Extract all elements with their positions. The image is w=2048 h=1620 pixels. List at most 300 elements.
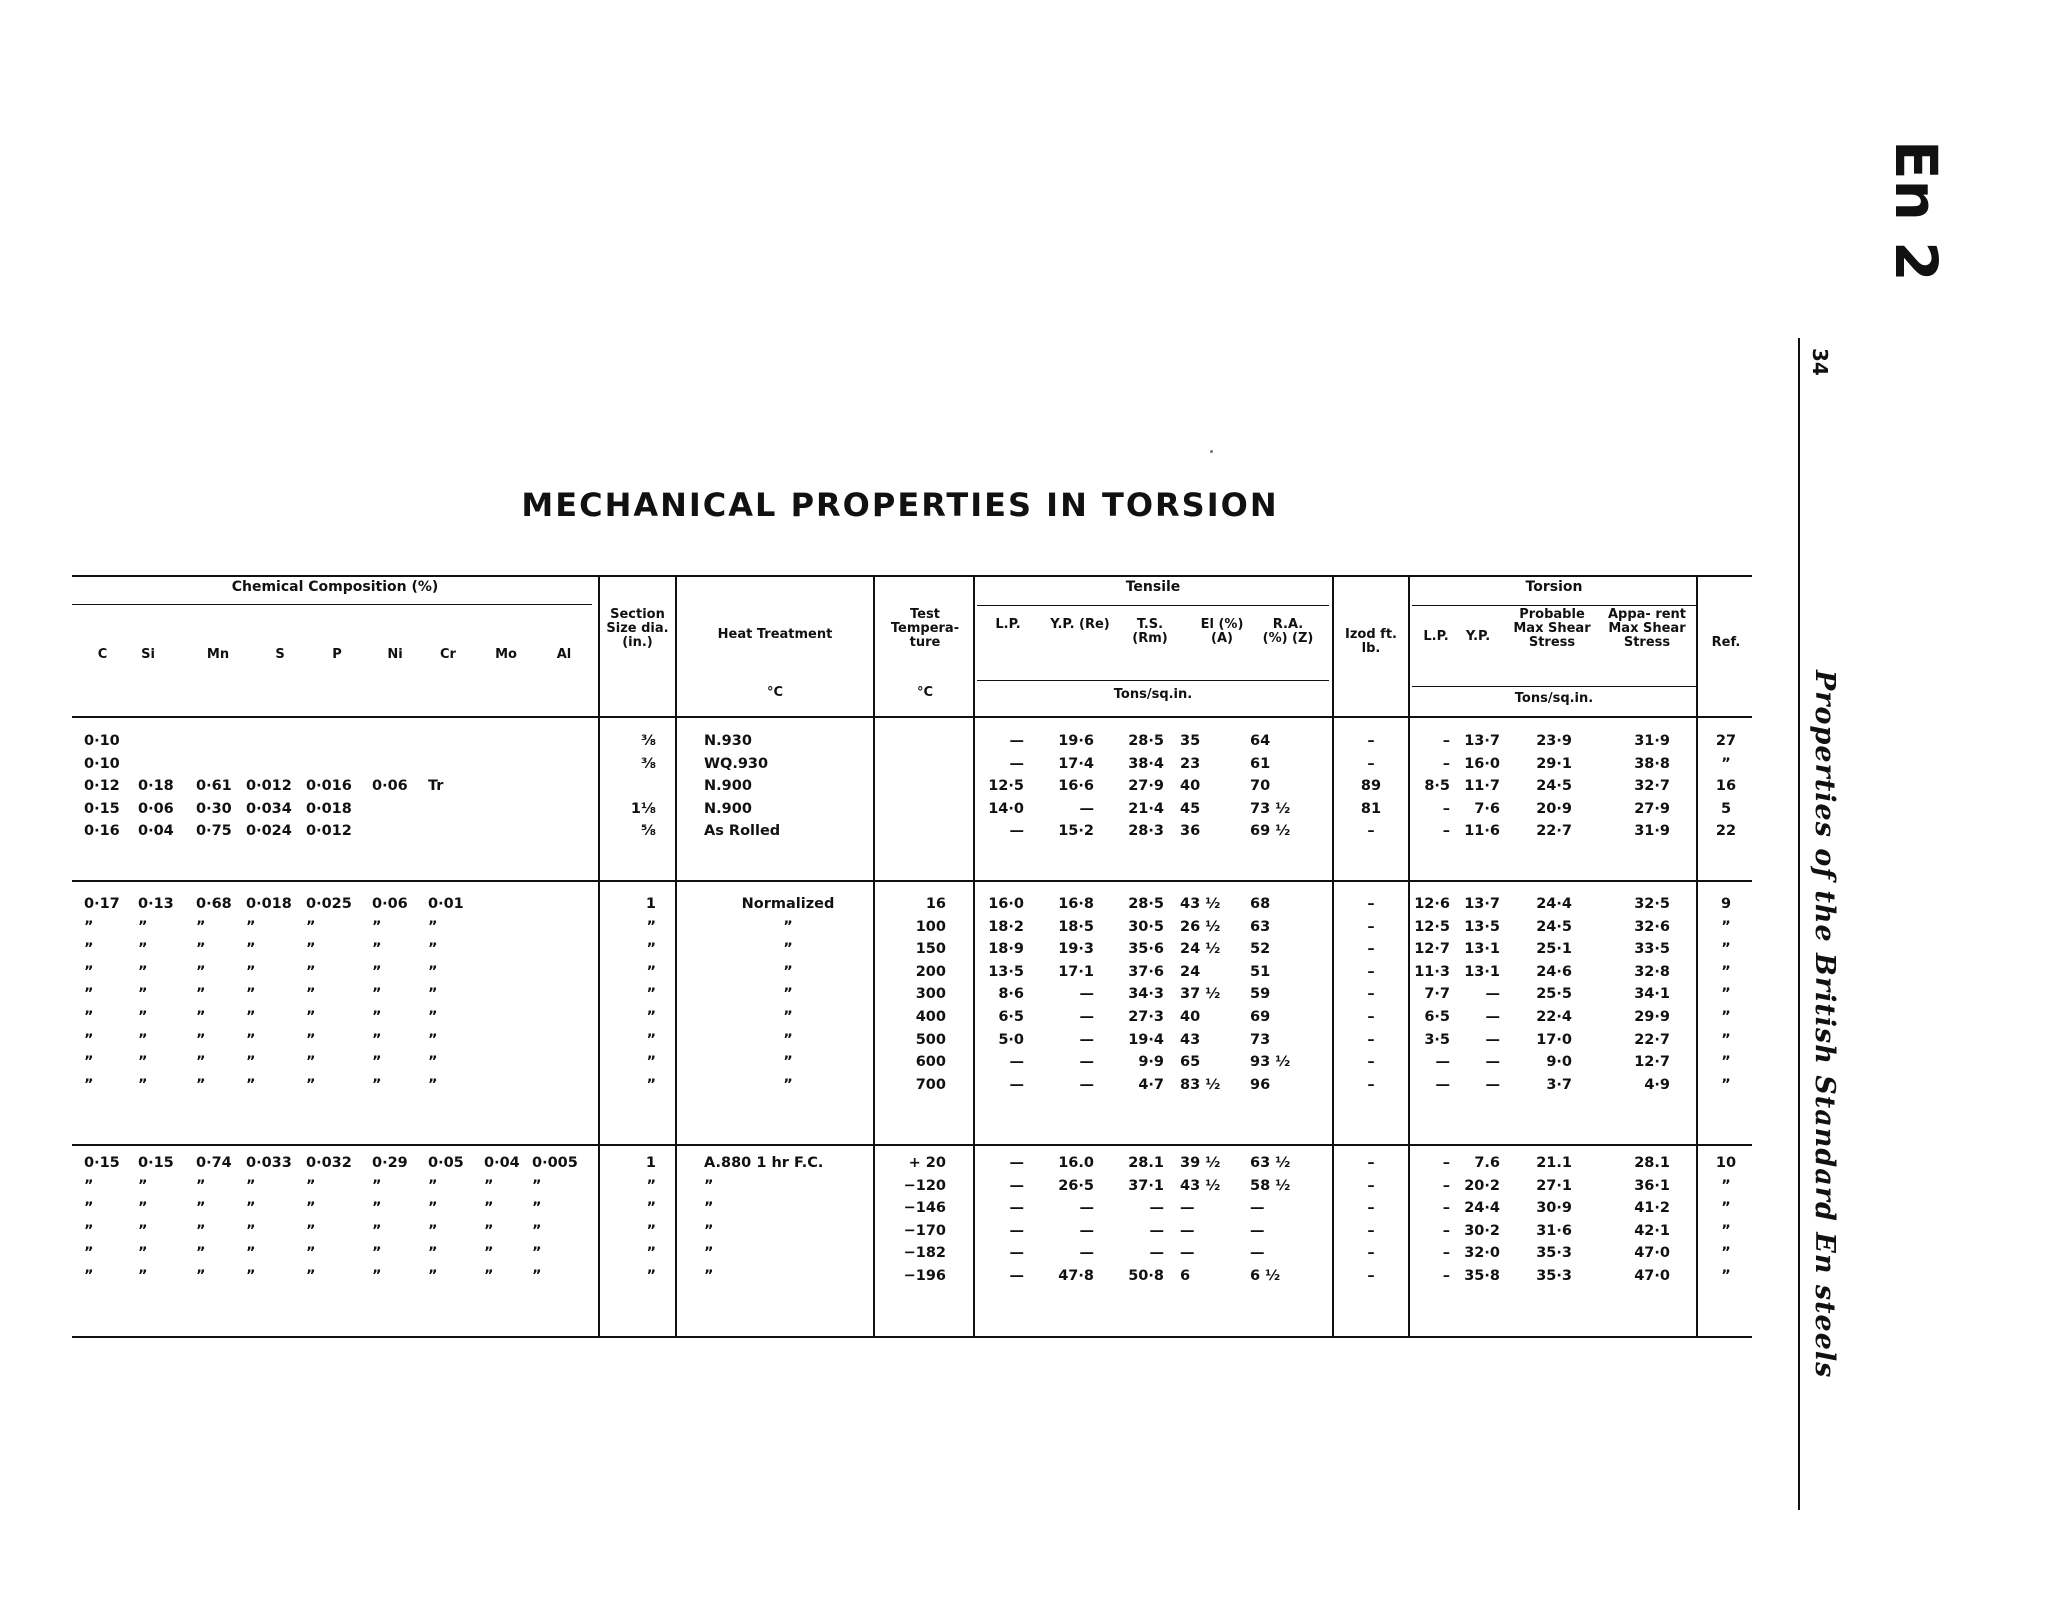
table-cell: 32·5 [1634,896,1670,912]
table-cell: 10 [1715,1155,1737,1171]
table-cell: ” [1721,1076,1731,1093]
table-cell: 73 ½ [1250,800,1291,817]
table-cell: 64 [1250,733,1271,749]
table-cell: 24 [1180,963,1201,980]
table-cell: – [1367,963,1375,980]
table-cell: ” [484,1200,494,1217]
table-cell: 45 [1180,800,1201,817]
table-cell: 16·6 [1058,778,1094,795]
heat-unit: °C [766,685,784,700]
table-cell: ” [246,1054,256,1071]
table-cell: 12·7 [1414,941,1450,958]
ref-header: Ref. [1711,635,1741,650]
table-cell: 7.6 [1474,1155,1500,1171]
table-cell: 0·15 [138,1155,174,1171]
tensile-units: Tons/sq.in. [1113,687,1193,702]
table-cell: 19·3 [1058,941,1094,958]
table-cell: ” [84,941,94,958]
chem-header-rule [72,604,592,605]
table-cell: — [1079,1009,1094,1025]
table-cell: 13·5 [988,963,1024,980]
table-cell: ” [196,1245,206,1262]
table-cell: ” [372,1076,382,1093]
table-cell: – [1442,1200,1450,1217]
element-header-si: Si [141,647,155,662]
table-cell: 42·1 [1634,1222,1670,1239]
table-cell: 19·6 [1058,733,1094,749]
table-cell: 18·5 [1058,918,1094,935]
tensile-col-ts: T.S. (Rm) [1132,617,1168,646]
table-cell: ” [646,1200,656,1217]
table-cell: ” [532,1268,542,1284]
table-cell: WQ.930 [704,755,769,772]
element-header-ni: Ni [387,647,403,662]
table-cell: ” [246,1200,256,1217]
table-cell: ” [704,1268,714,1284]
table-cell: ” [306,1009,316,1025]
table-cell: 24·5 [1536,778,1572,795]
table-cell: ” [484,1177,494,1194]
table-cell: 27·9 [1128,778,1164,795]
table-cell: 11·7 [1464,778,1500,795]
table-cell: ” [196,986,206,1003]
table-cell: 21.1 [1536,1155,1572,1171]
table-cell: 0·018 [306,800,352,817]
table-cell: ” [196,1031,206,1048]
table-cell: 29·1 [1536,755,1572,772]
table-cell: ” [246,941,256,958]
table-cell: 69 ½ [1250,823,1291,840]
table-cell: 6 ½ [1250,1268,1281,1284]
table-cell: — [1009,1177,1024,1194]
table-cell: 9·9 [1138,1054,1164,1071]
table-cell: 43 ½ [1180,896,1221,912]
table-cell: 4·9 [1644,1076,1670,1093]
table-cell: 40 [1180,778,1201,795]
table-cell: 12·5 [988,778,1024,795]
table-cell: ” [138,1200,148,1217]
table-cell: 0·68 [196,896,232,912]
table-cell: — [1079,1222,1094,1239]
table-cell: 0·005 [532,1155,578,1171]
table-cell: 27 [1715,733,1737,749]
table-cell: 25·1 [1536,941,1572,958]
table-cell: ” [783,941,793,958]
table-cell: 13·1 [1464,941,1500,958]
table-cell: 7·7 [1424,986,1450,1003]
table-cell: ” [372,963,382,980]
table-cell: 29·9 [1634,1009,1670,1025]
speck [1210,450,1213,453]
table-cell: 27·9 [1634,800,1670,817]
table-cell: – [1367,733,1375,749]
table-cell: – [1367,755,1375,772]
table-cell: — [1079,800,1094,817]
tensile-col-yp: Y.P. (Re) [1050,617,1110,632]
table-cell: ” [84,1200,94,1217]
table-cell: 96 [1250,1076,1271,1093]
table-cell: ” [783,918,793,935]
table-cell: 16·0 [1464,755,1500,772]
table-cell: ” [1721,963,1731,980]
table-cell: ” [1721,918,1731,935]
table-cell: 28·3 [1128,823,1164,840]
table-cell: ” [532,1177,542,1194]
table-cell: 0·024 [246,823,292,840]
table-cell: ” [1721,755,1731,772]
table-cell: ” [704,1245,714,1262]
table-cell: 9·0 [1546,1054,1572,1071]
table-cell: ” [372,1054,382,1071]
table-cell: 13·7 [1464,733,1500,749]
table-cell: 0·034 [246,800,292,817]
table-cell: ” [246,1177,256,1194]
table-cell: 9 [1720,896,1732,912]
table-cell: ” [84,1268,94,1284]
table-cell: 14·0 [988,800,1024,817]
table-cell: 400 [915,1009,946,1025]
table-cell: — [1009,733,1024,749]
table-cell: ” [484,1222,494,1239]
table-cell: ” [704,1177,714,1194]
table-cell: — [1149,1222,1164,1239]
table-cell: 8·6 [998,986,1024,1003]
table-cell: ” [306,918,316,935]
table-cell: 24·4 [1464,1200,1500,1217]
table-cell: 34·3 [1128,986,1164,1003]
table-cell: – [1442,1177,1450,1194]
table-cell: ” [646,963,656,980]
table-cell: — [1009,1268,1024,1284]
table-cell: N.900 [704,800,752,817]
torsion-col-lp: L.P. [1423,629,1449,644]
table-cell: ” [646,1031,656,1048]
table-cell: ” [428,1009,438,1025]
tensile-header: Tensile [1125,579,1181,595]
table-cell: ” [138,1076,148,1093]
table-cell: ” [372,1268,382,1284]
table-cell: 28·5 [1128,733,1164,749]
margin-rule [1798,338,1800,1510]
table-cell: ” [1721,1009,1731,1025]
table-cell: 35·3 [1536,1245,1572,1262]
table-cell: — [1079,1200,1094,1217]
table-cell: ” [372,986,382,1003]
table-cell: – [1367,941,1375,958]
table-cell: 0·18 [138,778,174,795]
table-cell: — [1009,1076,1024,1093]
table-cell: As Rolled [704,823,781,840]
table-cell: — [1485,1009,1500,1025]
table-cell: — [1250,1222,1265,1239]
table-cell: ” [646,986,656,1003]
table-cell: 25·5 [1536,986,1572,1003]
table-cell: 13·5 [1464,918,1500,935]
table-cell: 58 ½ [1250,1177,1291,1194]
table-cell: ” [138,918,148,935]
table-cell: 6·5 [1424,1009,1450,1025]
table-cell: 3·7 [1546,1076,1572,1093]
table-cell: 65 [1180,1054,1201,1071]
table-cell: ” [428,1200,438,1217]
table-cell: ” [138,941,148,958]
table-cell: 37·6 [1128,963,1164,980]
table-cell: 8·5 [1424,778,1450,795]
table-cell: 0·13 [138,896,174,912]
table-cell: ” [783,1076,793,1093]
table-cell: ” [138,963,148,980]
table-cell: – [1367,1031,1375,1048]
table-cell: 5·0 [998,1031,1024,1048]
table-cell: ” [246,1268,256,1284]
table-cell: 50·8 [1128,1268,1164,1284]
table-cell: 17·4 [1058,755,1094,772]
table-cell: – [1442,733,1450,749]
table-cell: 3·5 [1424,1031,1450,1048]
table-cell: ” [428,986,438,1003]
tensile-units-rule [977,680,1329,681]
table-cell: ” [532,1245,542,1262]
table-cell: ” [84,918,94,935]
table-cell: 20·9 [1536,800,1572,817]
table-cell: ” [428,1031,438,1048]
table-cell: 37 ½ [1180,986,1221,1003]
table-cell: 0·012 [246,778,292,795]
table-cell: ” [704,1200,714,1217]
group2-bottom-rule [72,1144,1752,1146]
table-cell: 1 [645,896,656,912]
table-cell: ” [1721,986,1731,1003]
table-cell: ” [1721,1200,1731,1217]
table-cell: ” [1721,1222,1731,1239]
table-cell: −182 [903,1245,946,1262]
table-cell: ” [246,1076,256,1093]
table-cell: 69 [1250,1009,1271,1025]
table-cell: 27·1 [1536,1177,1572,1194]
table-cell: ” [532,1222,542,1239]
table-cell: 24·5 [1536,918,1572,935]
table-cell: 28.1 [1634,1155,1670,1171]
table-cell: 30·2 [1464,1222,1500,1239]
izod-header: Izod ft. lb. [1345,627,1397,656]
table-cell: 22·4 [1536,1009,1572,1025]
table-cell: 26 ½ [1180,918,1221,935]
table-cell: 43 [1180,1031,1201,1048]
table-cell: 500 [915,1031,946,1048]
torsion-col-yp: Y.P. [1465,629,1491,644]
table-cell: ” [704,1222,714,1239]
table-cell: 4·7 [1138,1076,1164,1093]
table-cell: ” [646,1076,656,1093]
heat-treatment-header: Heat Treatment [717,627,833,642]
table-cell: 0·06 [138,800,174,817]
element-header-al: Al [556,647,572,662]
table-cell: – [1442,1222,1450,1239]
table-cell: ” [372,1009,382,1025]
table-cell: ” [196,1054,206,1071]
table-cell: — [1149,1245,1164,1262]
table-cell: ” [306,1268,316,1284]
vrule-izod [1332,575,1334,1336]
table-cell: ” [196,1268,206,1284]
element-header-mn: Mn [206,647,230,662]
table-cell: 70 [1250,778,1271,795]
table-cell: ” [138,986,148,1003]
table-cell: ” [646,1245,656,1262]
table-cell: ” [646,1177,656,1194]
table-cell: – [1367,918,1375,935]
table-cell: ” [428,1076,438,1093]
table-cell: ” [138,1054,148,1071]
torsion-col-probable: Probable Max Shear Stress [1513,607,1591,650]
table-cell: 16 [1715,778,1737,795]
table-cell: 0·018 [246,896,292,912]
table-cell: ” [372,1222,382,1239]
table-cell: 63 [1250,918,1271,935]
table-cell: ” [428,918,438,935]
table-cell: — [1250,1200,1265,1217]
table-cell: — [1435,1054,1450,1071]
table-cell: ” [196,1009,206,1025]
table-cell: ” [1721,1054,1731,1071]
table-cell: ” [428,1177,438,1194]
section-size-header: Section Size dia. (in.) [606,607,669,650]
table-cell: 22 [1715,823,1737,840]
vrule-temp [873,575,875,1336]
table-cell: 0·10 [84,755,120,772]
table-cell: 1 [645,1155,656,1171]
table-cell: – [1367,1177,1375,1194]
table-cell: 26·5 [1058,1177,1094,1194]
table-cell: 73 [1250,1031,1271,1048]
tensile-header-rule [977,605,1329,606]
table-cell: ” [196,1076,206,1093]
table-cell: 0·30 [196,800,232,817]
torsion-header-rule [1412,605,1696,606]
table-cell: 600 [915,1054,946,1071]
table-cell: 68 [1250,896,1271,912]
table-cell: ” [646,1009,656,1025]
table-cell: 19·4 [1128,1031,1164,1048]
table-cell: ” [84,1031,94,1048]
table-cell: 0·15 [84,1155,120,1171]
table-cell: 17·0 [1536,1031,1572,1048]
group1-bottom-rule [72,880,1752,882]
table-top-rule [72,575,1752,577]
table-cell: 0·06 [372,778,408,795]
table-cell: 39 ½ [1180,1155,1221,1171]
table-cell: 0·29 [372,1155,408,1171]
table-cell: 17·1 [1058,963,1094,980]
table-cell: 43 ½ [1180,1177,1221,1194]
table-cell: ” [138,1031,148,1048]
table-cell: −120 [903,1177,946,1194]
table-cell: 12·7 [1634,1054,1670,1071]
table-cell: – [1367,823,1375,840]
table-cell: 23 [1180,755,1201,772]
table-cell: — [1180,1245,1195,1262]
table-cell: — [1009,1054,1024,1071]
table-cell: – [1442,1155,1450,1171]
torsion-units-rule [1412,686,1696,687]
table-cell: ” [783,1009,793,1025]
element-header-c: C [97,647,108,662]
table-cell: 0·16 [84,823,120,840]
table-cell: 20·2 [1464,1177,1500,1194]
table-cell: ” [484,1268,494,1284]
table-cell: 81 [1360,800,1382,817]
table-cell: 61 [1250,755,1271,772]
table-cell: 13·7 [1464,896,1500,912]
table-cell: ” [783,963,793,980]
table-cell: 93 ½ [1250,1054,1291,1071]
table-cell: 31·9 [1634,733,1670,749]
element-header-s: S [275,647,285,662]
table-cell: ” [306,986,316,1003]
table-cell: 31·9 [1634,823,1670,840]
table-cell: 0·61 [196,778,232,795]
table-cell: ” [138,1009,148,1025]
table-cell: – [1367,1268,1375,1284]
table-cell: 28.1 [1128,1155,1164,1171]
table-cell: ” [246,1245,256,1262]
table-cell: ” [84,1177,94,1194]
table-cell: 35·3 [1536,1268,1572,1284]
table-cell: ” [196,918,206,935]
table-cell: 63 ½ [1250,1155,1291,1171]
table-cell: ” [646,918,656,935]
element-header-mo: Mo [495,647,517,662]
table-cell: 30·9 [1536,1200,1572,1217]
table-cell: 0·15 [84,800,120,817]
table-cell: — [1485,986,1500,1003]
page-number: 34 [1808,348,1832,376]
table-cell: ” [84,1009,94,1025]
table-cell: −170 [903,1222,946,1239]
table-cell: — [1079,1245,1094,1262]
table-cell: – [1442,800,1450,817]
table-cell: ” [246,1031,256,1048]
table-cell: 200 [915,963,946,980]
table-cell: ” [1721,1031,1731,1048]
table-cell: ” [1721,1268,1731,1284]
table-cell: 23·9 [1536,733,1572,749]
en-label: En 2 [1882,140,1950,282]
table-cell: −146 [903,1200,946,1217]
table-cell: ” [196,941,206,958]
table-cell: ” [138,1222,148,1239]
table-cell: 33·5 [1634,941,1670,958]
table-cell: ⅜ [640,733,656,749]
table-cell: ” [246,918,256,935]
table-cell: 6 [1180,1268,1191,1284]
table-cell: 16·0 [988,896,1024,912]
table-cell: ” [306,1177,316,1194]
table-cell: 0·025 [306,896,352,912]
table-cell: – [1367,1200,1375,1217]
table-cell: — [1009,1222,1024,1239]
header-bottom-rule [72,716,1752,718]
table-cell: — [1435,1076,1450,1093]
table-cell: – [1367,1076,1375,1093]
table-cell: — [1079,1031,1094,1048]
table-cell: 300 [915,986,946,1003]
table-cell: 700 [915,1076,946,1093]
table-cell: 24 ½ [1180,941,1221,958]
test-temperature-header: Test Tempera- ture [890,607,960,650]
table-cell: 0·032 [306,1155,352,1171]
table-cell: ” [196,963,206,980]
